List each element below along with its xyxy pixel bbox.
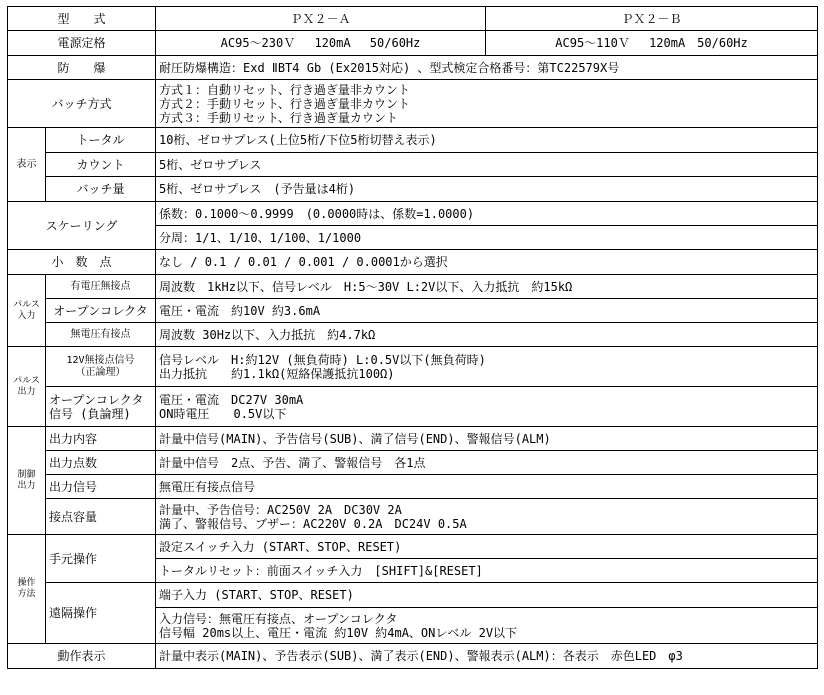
model-label: 型 式 <box>8 7 156 31</box>
display-batch-value: 5桁、ゼロサプレス (予告量は4桁) <box>156 177 818 202</box>
power-a: AC95～230Ｖ 120mA 50/60Hz <box>156 31 486 56</box>
indicator-label: 動作表示 <box>8 644 156 669</box>
pulse-out-12v-value: 信号レベル H:約12V (無負荷時) L:0.5V以下(無負荷時) 出力抵抗 約1.1kΩ(短絡保護抵抗100Ω) <box>156 347 818 387</box>
scaling-coef-row <box>8 202 818 226</box>
operation-remote-value-1: 端子入力 (START、STOP、RESET) <box>156 583 818 608</box>
pulse-in-dry-value: 周波数 1kHz以下、信号レベル H:5～30V L:2V以下、入力抵抗 約15kΩ <box>156 275 818 299</box>
header-row <box>8 7 818 31</box>
batch-row <box>8 80 818 128</box>
scaling-coef: 係数：0.1000～0.9999 (0.0000時は、係数=1.0000) <box>156 202 818 226</box>
power-label: 電源定格 <box>8 31 156 56</box>
scaling-div: 分周：1/1、1/10、1/100、1/1000 <box>156 226 818 250</box>
control-capacity-label: 接点容量 <box>46 499 156 535</box>
control-capacity-value: 計量中、予告信号：AC250V 2A DC30V 2A 満了、警報信号、ブザー：AC220V 0.2A DC24V 0.5A <box>156 499 818 535</box>
operation-remote-value-2: 入力信号：無電圧有接点、オープンコレクタ 信号幅 20ms以上、電圧・電流 約10V 約4mA、ONレベル 2V以下 <box>156 608 818 644</box>
control-content-row <box>8 427 818 451</box>
batch-label: バッチ方式 <box>8 80 156 128</box>
operation-remote-row-1 <box>8 583 818 608</box>
control-signal-label: 出力信号 <box>46 475 156 499</box>
control-capacity-row <box>8 499 818 535</box>
pulse-in-group: パルス 入力 <box>8 275 46 347</box>
spec-table <box>7 6 818 669</box>
display-count-label: カウント <box>46 153 156 177</box>
pulse-in-oc-row <box>8 299 818 323</box>
pulse-in-contact-label: 無電圧有接点 <box>46 323 156 347</box>
model-b: ＰＸ２－Ｂ <box>486 7 818 31</box>
explosion-label: 防 爆 <box>8 56 156 80</box>
power-row <box>8 31 818 56</box>
control-out-group: 制御 出力 <box>8 427 46 535</box>
decimal-row <box>8 250 818 275</box>
pulse-out-oc-label: オープンコレクタ 信号 (負論理) <box>46 387 156 427</box>
operation-remote-label: 遠隔操作 <box>46 583 156 644</box>
operation-manual-value-2: トータルリセット：前面スイッチ入力 [SHIFT]&[RESET] <box>156 559 818 583</box>
operation-group: 操作 方法 <box>8 535 46 644</box>
display-count-row <box>8 153 818 177</box>
indicator-value: 計量中表示(MAIN)、予告表示(SUB)、満了表示(END)、警報表示(ALM)：各表示 赤色LED φ3 <box>156 644 818 669</box>
batch-value: 方式１：自動リセット、行き過ぎ量非カウント 方式２：手動リセット、行き過ぎ量非カウント 方式３：手動リセット、行き過ぎ量カウント <box>156 80 818 128</box>
power-b: AC95～110Ｖ 120mA 50/60Hz <box>486 31 818 56</box>
decimal-value: なし / 0.1 / 0.01 / 0.001 / 0.0001から選択 <box>156 250 818 275</box>
control-signal-row <box>8 475 818 499</box>
display-batch-row <box>8 177 818 202</box>
display-batch-label: バッチ量 <box>46 177 156 202</box>
display-group: 表示 <box>8 128 46 202</box>
display-count-value: 5桁、ゼロサプレス <box>156 153 818 177</box>
pulse-out-12v-row <box>8 347 818 387</box>
pulse-out-12v-label: 12V無接点信号 （正論理） <box>46 347 156 387</box>
explosion-value: 耐圧防爆構造：Exd ⅡBT4 Gb (Ex2015対応) 、型式検定合格番号：第TC22579X号 <box>156 56 818 80</box>
pulse-in-dry-label: 有電圧無接点 <box>46 275 156 299</box>
pulse-in-oc-value: 電圧・電流 約10V 約3.6mA <box>156 299 818 323</box>
control-points-row <box>8 451 818 475</box>
pulse-in-dry-row <box>8 275 818 299</box>
display-total-value: 10桁、ゼロサプレス(上位5桁/下位5桁切替え表示) <box>156 128 818 153</box>
pulse-out-oc-row <box>8 387 818 427</box>
control-points-label: 出力点数 <box>46 451 156 475</box>
operation-manual-value-1: 設定スイッチ入力 (START、STOP、RESET) <box>156 535 818 559</box>
control-content-value: 計量中信号(MAIN)、予告信号(SUB)、満了信号(END)、警報信号(ALM) <box>156 427 818 451</box>
decimal-label: 小 数 点 <box>8 250 156 275</box>
pulse-out-oc-value: 電圧・電流 DC27V 30mA ON時電圧 0.5V以下 <box>156 387 818 427</box>
operation-manual-label: 手元操作 <box>46 535 156 583</box>
model-a: ＰＸ２－Ａ <box>156 7 486 31</box>
display-total-row <box>8 128 818 153</box>
indicator-row <box>8 644 818 669</box>
pulse-in-contact-row <box>8 323 818 347</box>
control-signal-value: 無電圧有接点信号 <box>156 475 818 499</box>
scaling-label: スケーリング <box>8 202 156 250</box>
control-points-value: 計量中信号 2点、予告、満了、警報信号 各1点 <box>156 451 818 475</box>
control-content-label: 出力内容 <box>46 427 156 451</box>
display-total-label: トータル <box>46 128 156 153</box>
pulse-out-group: パルス 出力 <box>8 347 46 427</box>
pulse-in-contact-value: 周波数 30Hz以下、入力抵抗 約4.7kΩ <box>156 323 818 347</box>
operation-manual-row-1 <box>8 535 818 559</box>
pulse-in-oc-label: オープンコレクタ <box>46 299 156 323</box>
explosion-row <box>8 56 818 80</box>
